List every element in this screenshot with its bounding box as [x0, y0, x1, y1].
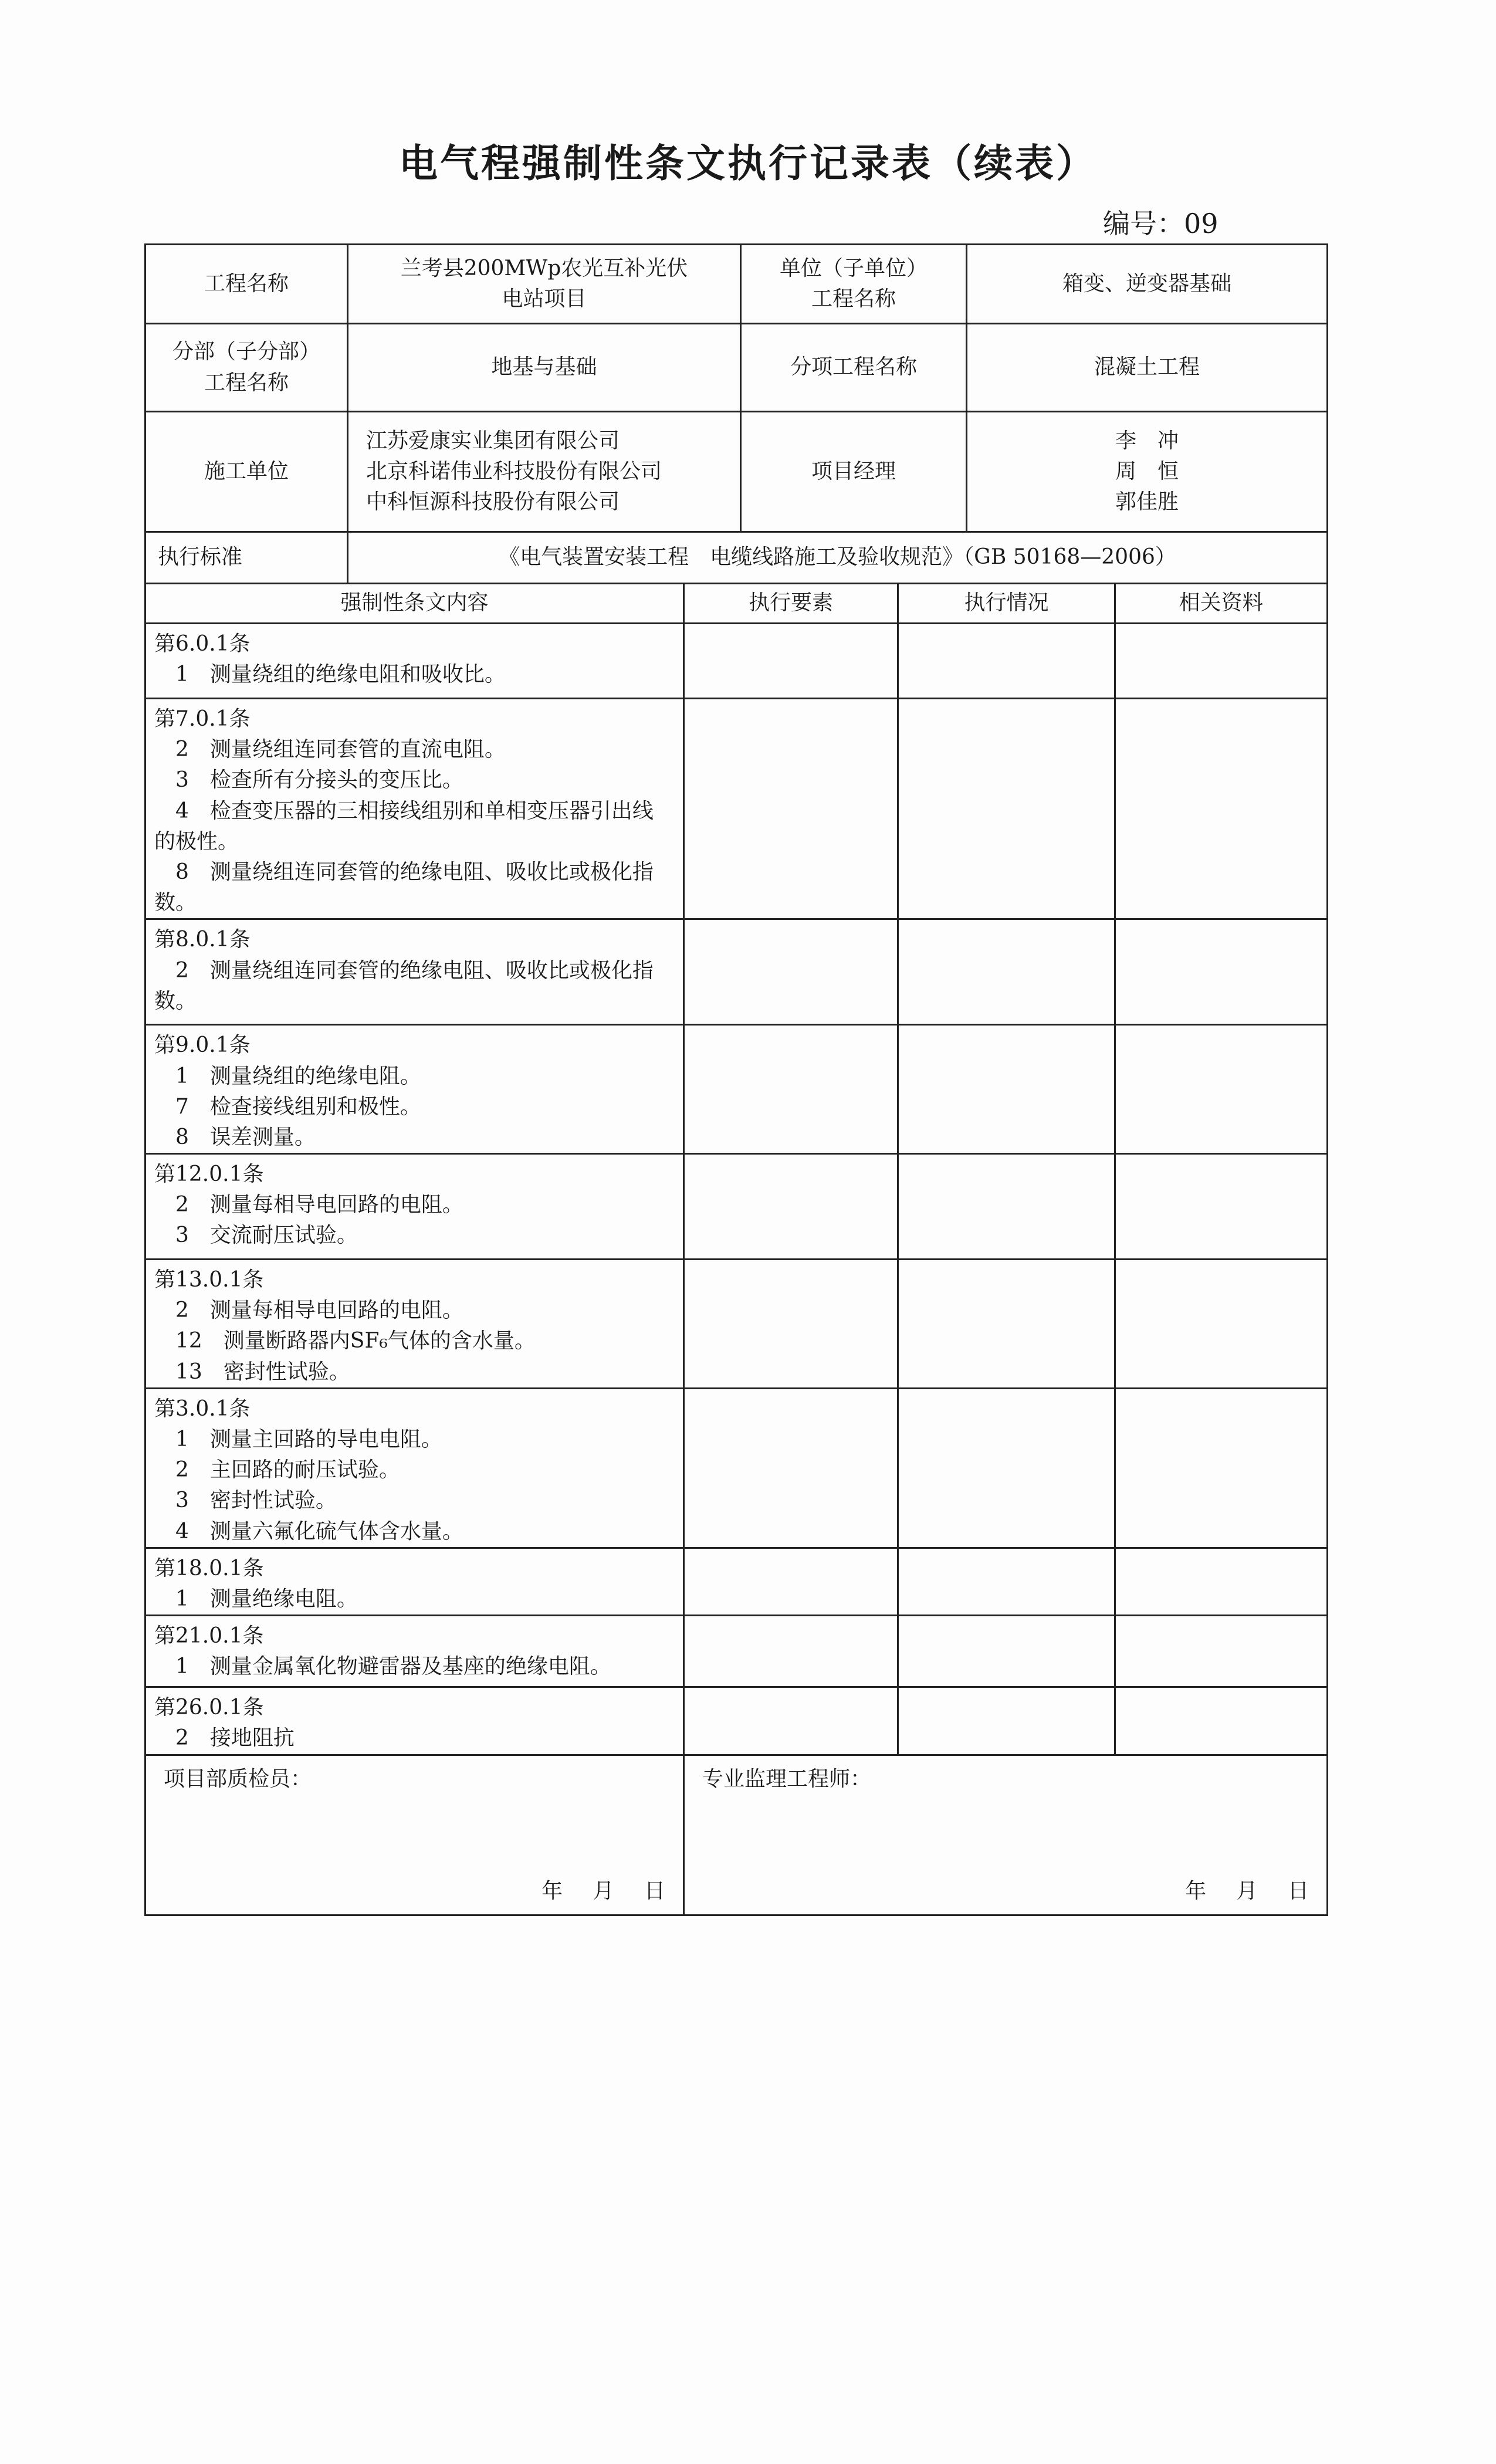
- documents-cell: [1115, 1260, 1328, 1389]
- clause-cell: 第26.0.1条 2 接地阻抗: [145, 1687, 684, 1755]
- documents-cell: [1115, 1388, 1328, 1548]
- table-row: [145, 1260, 1328, 1389]
- status-cell: [898, 1616, 1115, 1687]
- status-cell: [898, 1388, 1115, 1548]
- clause-cell: 第3.0.1条 1 测量主回路的导电电阻。 2 主回路的耐压试验。 3 密封性试验。 4 测量六氟化硫气体含水量。: [145, 1388, 684, 1548]
- clause-cell: 第8.0.1条 2 测量绕组连同套管的绝缘电阻、吸收比或极化指 数。: [145, 919, 684, 1025]
- status-cell: [898, 1154, 1115, 1260]
- col-header-content: 强制性条文内容: [145, 584, 684, 624]
- clauses-header-row: [145, 584, 1328, 624]
- elements-cell: [684, 1388, 898, 1548]
- table-row: [145, 624, 1328, 699]
- elements-cell: [684, 1260, 898, 1389]
- documents-cell: [1115, 919, 1328, 1025]
- elements-cell: [684, 1548, 898, 1615]
- subitem-label: 分项工程名称: [741, 324, 967, 412]
- unit-label: 单位（子单位） 工程名称: [741, 245, 967, 324]
- project-manager-list: 李 冲 周 恒 郭佳胜: [967, 412, 1328, 532]
- clause-cell: 第9.0.1条 1 测量绕组的绝缘电阻。 7 检查接线组别和极性。 8 误差测量。: [145, 1025, 684, 1154]
- status-cell: [898, 1687, 1115, 1755]
- documents-cell: [1115, 1616, 1328, 1687]
- contractor-label: 施工单位: [145, 412, 348, 532]
- elements-cell: [684, 624, 898, 699]
- col-header-documents: 相关资料: [1115, 584, 1328, 624]
- documents-cell: [1115, 624, 1328, 699]
- status-cell: [898, 1548, 1115, 1615]
- standard-value: 《电气装置安装工程 电缆线路施工及验收规范》（GB 50168—2006）: [348, 532, 1328, 584]
- clause-cell: 第18.0.1条 1 测量绝缘电阻。: [145, 1548, 684, 1615]
- contractor-list: 江苏爱康实业集团有限公司 北京科诺伟业科技股份有限公司 中科恒源科技股份有限公司: [348, 412, 741, 532]
- status-cell: [898, 1260, 1115, 1389]
- table-row: [145, 1616, 1328, 1687]
- unit-value: 箱变、逆变器基础: [967, 245, 1328, 324]
- table-row: [145, 1025, 1328, 1154]
- inspector-label: 项目部质检员：: [164, 1766, 312, 1791]
- elements-cell: [684, 1616, 898, 1687]
- clause-cell: 第7.0.1条 2 测量绕组连同套管的直流电阻。 3 检查所有分接头的变压比。 4 检查变压器的三相接线组别和单相变压器引出线 的极性。 8 测量绕组连同套管的绝缘电阻、吸收比或极化指 数。: [145, 699, 684, 919]
- standard-label: 执行标准: [145, 532, 348, 584]
- table-row: [145, 1388, 1328, 1548]
- table-row: [145, 699, 1328, 919]
- col-header-status: 执行情况: [898, 584, 1115, 624]
- clause-cell: 第12.0.1条 2 测量每相导电回路的电阻。 3 交流耐压试验。: [145, 1154, 684, 1260]
- supervisor-signature-cell: [684, 1755, 1328, 1915]
- status-cell: [898, 919, 1115, 1025]
- elements-cell: [684, 919, 898, 1025]
- documents-cell: [1115, 1548, 1328, 1615]
- elements-cell: [684, 1687, 898, 1755]
- status-cell: [898, 1025, 1115, 1154]
- inspector-date: 年 月 日: [541, 1879, 665, 1904]
- clause-cell: 第13.0.1条 2 测量每相导电回路的电阻。 12 测量断路器内SF₆气体的含水量。 13 密封性试验。: [145, 1260, 684, 1389]
- document-title: 电气程强制性条文执行记录表（续表）: [399, 140, 1097, 186]
- division-value: 地基与基础: [348, 324, 741, 412]
- table-row: [145, 1687, 1328, 1755]
- project-name-value: 兰考县200MWp农光互补光伏 电站项目: [348, 245, 741, 324]
- table-row: [145, 1548, 1328, 1615]
- elements-cell: [684, 1025, 898, 1154]
- documents-cell: [1115, 699, 1328, 919]
- header-table: [144, 243, 1328, 584]
- elements-cell: [684, 1154, 898, 1260]
- elements-cell: [684, 699, 898, 919]
- document-number: 编号：09: [1103, 208, 1219, 239]
- col-header-elements: 执行要素: [684, 584, 898, 624]
- status-cell: [898, 624, 1115, 699]
- inspector-signature-cell: [145, 1755, 684, 1915]
- documents-cell: [1115, 1025, 1328, 1154]
- table-row: [145, 919, 1328, 1025]
- division-label: 分部（子分部） 工程名称: [145, 324, 348, 412]
- clause-cell: 第21.0.1条 1 测量金属氧化物避雷器及基座的绝缘电阻。: [145, 1616, 684, 1687]
- table-row: [145, 1154, 1328, 1260]
- status-cell: [898, 699, 1115, 919]
- clauses-table: [144, 583, 1328, 1916]
- project-manager-label: 项目经理: [741, 412, 967, 532]
- clause-cell: 第6.0.1条 1 测量绕组的绝缘电阻和吸收比。: [145, 624, 684, 699]
- subitem-value: 混凝土工程: [967, 324, 1328, 412]
- signature-row: [145, 1755, 1328, 1915]
- documents-cell: [1115, 1154, 1328, 1260]
- project-name-label: 工程名称: [145, 245, 348, 324]
- supervisor-label: 专业监理工程师：: [702, 1766, 872, 1791]
- documents-cell: [1115, 1687, 1328, 1755]
- supervisor-date: 年 月 日: [1185, 1879, 1309, 1904]
